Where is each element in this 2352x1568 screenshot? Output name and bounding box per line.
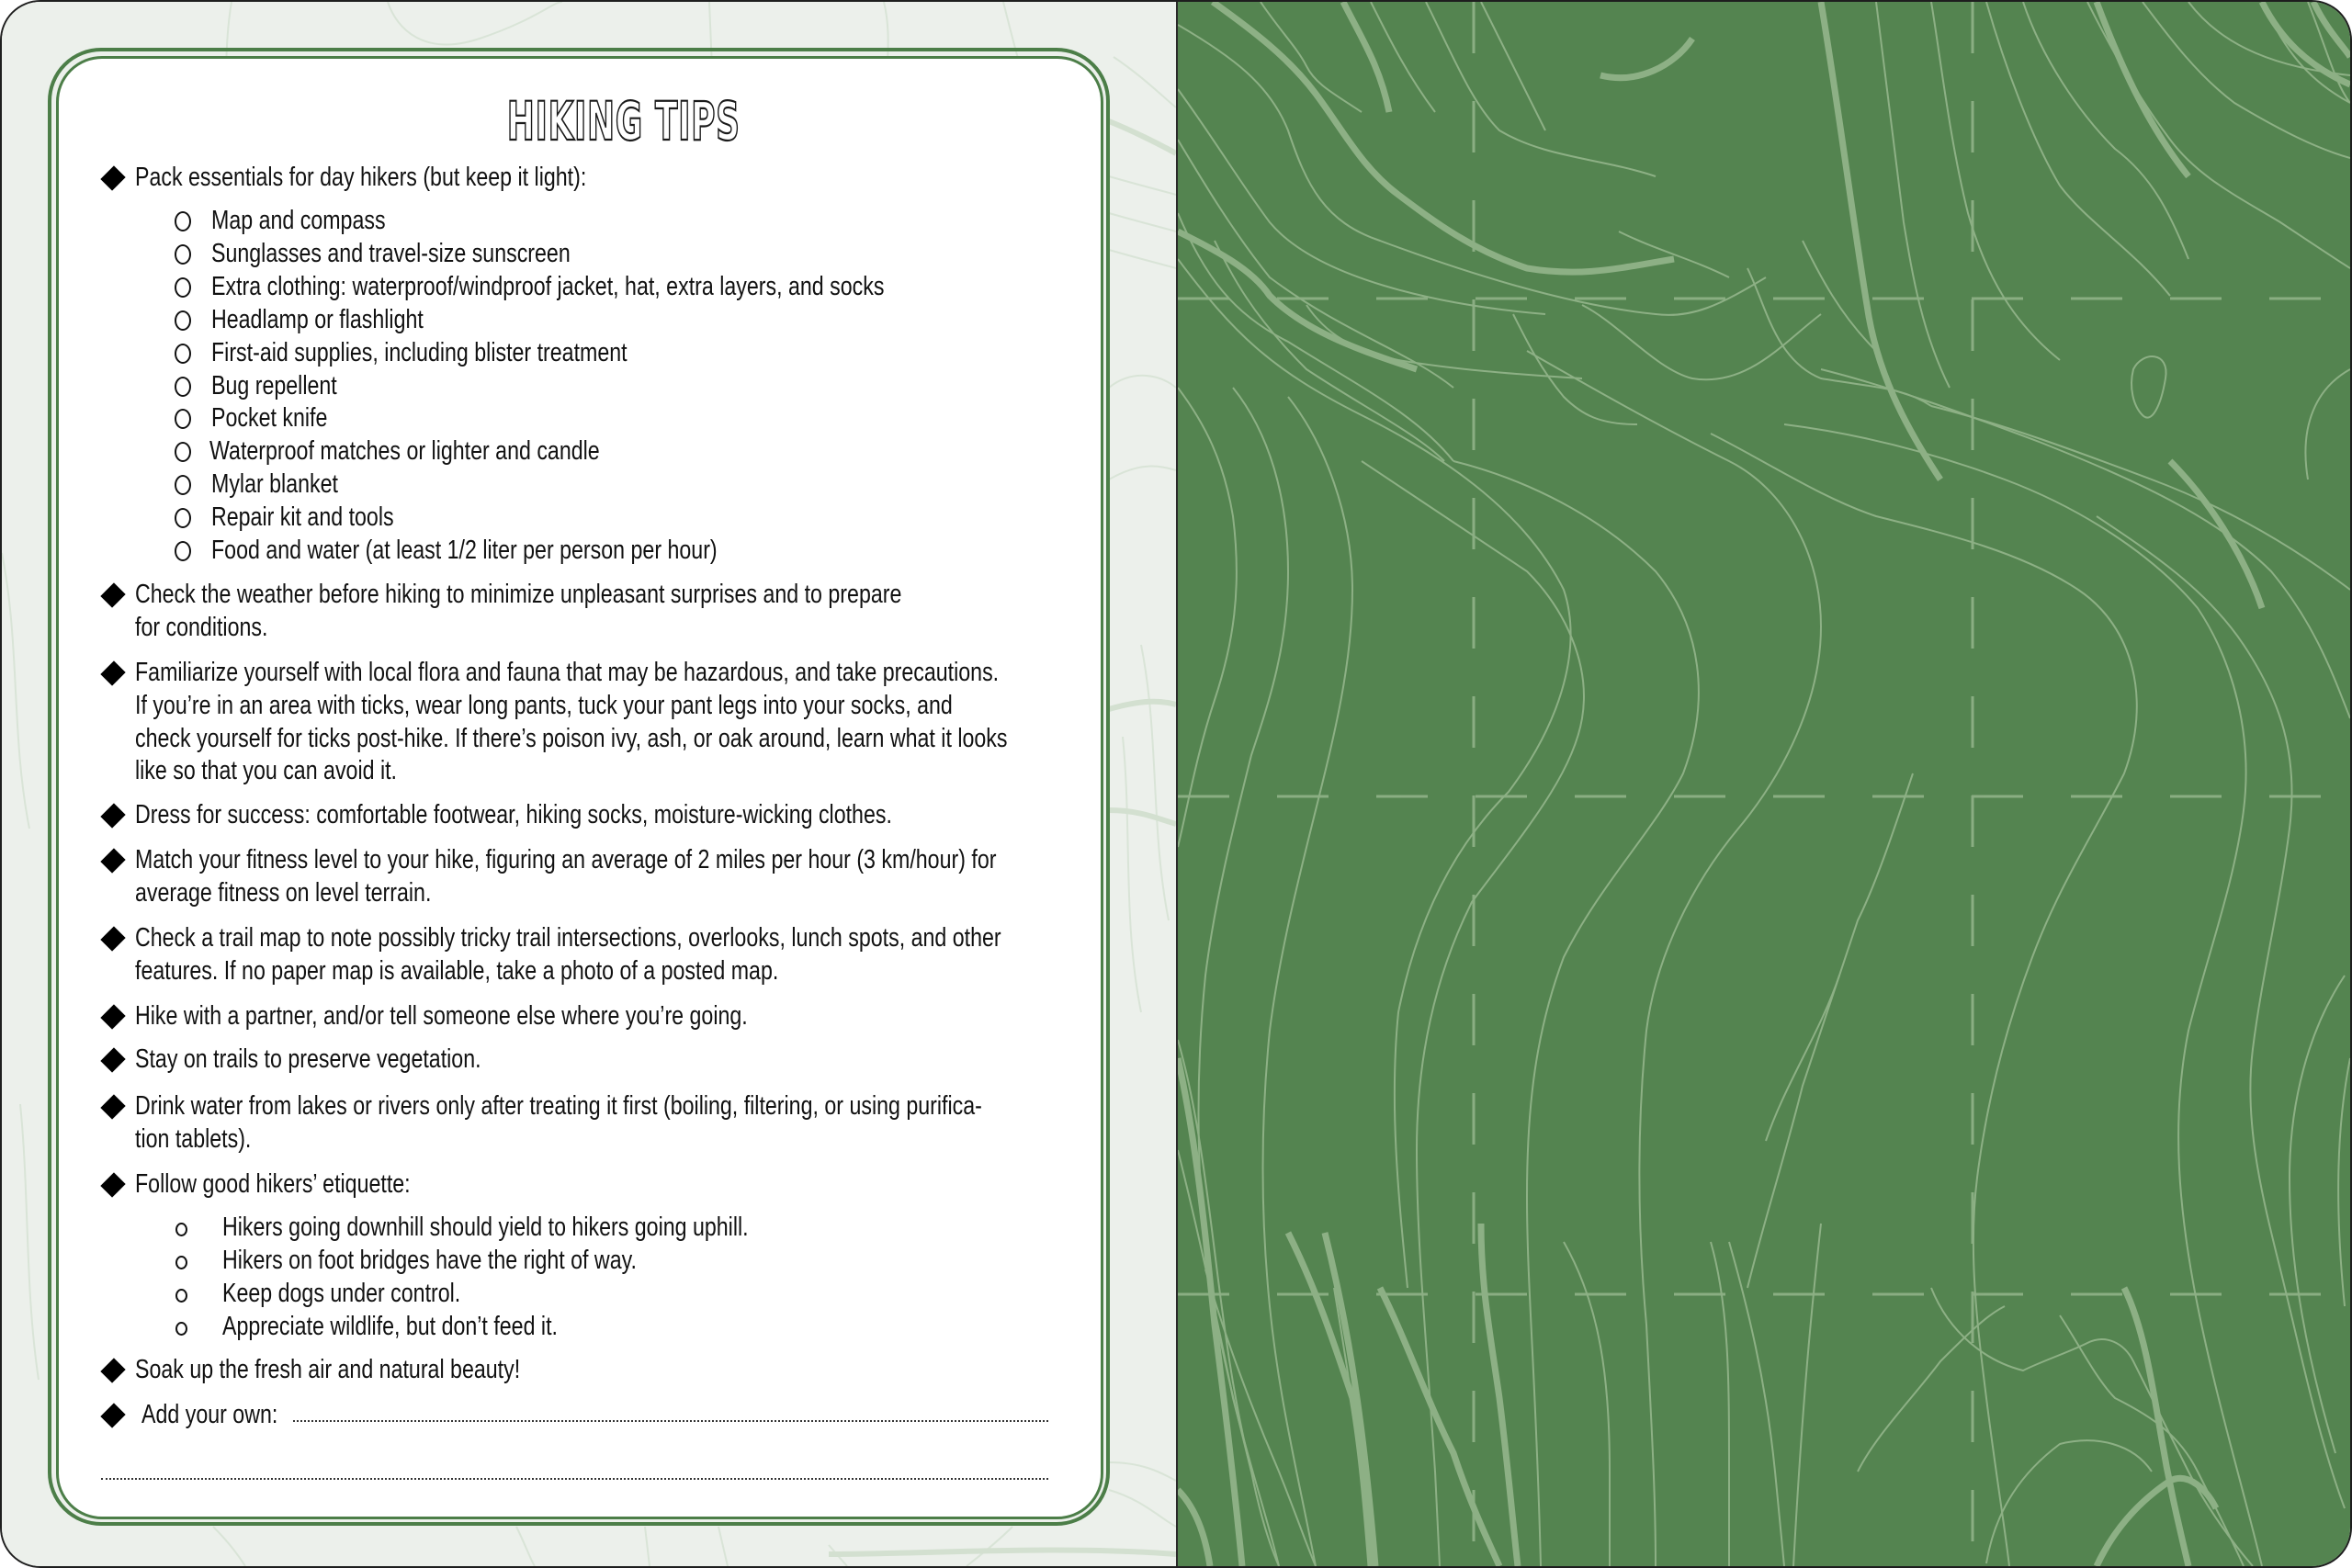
diamond-bullet-icon	[100, 1004, 125, 1029]
diamond-bullet-icon	[100, 926, 125, 951]
checkbox-circle-icon[interactable]	[175, 377, 191, 397]
tip-text: features. If no paper map is available, take a photo of a posted map.	[135, 956, 779, 986]
tip-text: Pack essentials for day hikers (but keep it light):	[135, 163, 587, 192]
tip-text: Check the weather before hiking to minimize unpleasant surprises and to prepare	[135, 580, 902, 609]
checklist-item: Pocket knife	[211, 403, 328, 433]
checkbox-circle-icon[interactable]	[175, 475, 191, 495]
left-page	[2, 2, 1176, 1566]
etiquette-item: Appreciate wildlife, but don’t feed it.	[222, 1312, 558, 1341]
etiquette-item: Hikers on foot bridges have the right of way.	[222, 1246, 637, 1275]
topographic-map-icon	[1178, 2, 2350, 1566]
checkbox-circle-icon[interactable]	[175, 508, 191, 528]
etiquette-item: Keep dogs under control.	[222, 1279, 461, 1308]
checkbox-circle-icon[interactable]	[175, 344, 191, 364]
page-title: HIKING TIPS	[507, 90, 741, 152]
checklist-item: Map and compass	[211, 206, 386, 235]
checklist-item: Repair kit and tools	[211, 502, 394, 532]
tip-text: check yourself for ticks post-hike. If there’s poison ivy, ash, or oak around, learn what it looks	[135, 724, 1008, 753]
tip-text: like so that you can avoid it.	[135, 756, 398, 785]
checklist-item: First-aid supplies, including blister treatment	[211, 338, 628, 367]
tip-text: Stay on trails to preserve vegetation.	[135, 1044, 481, 1074]
tip-text: for conditions.	[135, 613, 268, 642]
tip-text: average fitness on level terrain.	[135, 878, 432, 908]
checklist-item: Sunglasses and travel-size sunscreen	[211, 239, 571, 268]
checklist-item: Mylar blanket	[211, 469, 338, 499]
hollow-bullet-icon	[175, 1223, 187, 1236]
checklist-item: Food and water (at least 1/2 liter per person per hour)	[211, 536, 718, 565]
tip-text: Soak up the fresh air and natural beauty!	[135, 1355, 521, 1384]
add-your-own-label: Add your own:	[141, 1400, 278, 1429]
checkbox-circle-icon[interactable]	[175, 277, 191, 298]
tip-text: Dress for success: comfortable footwear, hiking socks, moisture-wicking clothes.	[135, 800, 892, 829]
checklist-item: Extra clothing: waterproof/windproof jacket, hat, extra layers, and socks	[211, 272, 885, 301]
tip-text: Drink water from lakes or rivers only after treating it first (boiling, filtering, or using purifica-	[135, 1091, 982, 1121]
add-your-own-line-1[interactable]	[293, 1420, 1048, 1422]
diamond-bullet-icon	[100, 1047, 125, 1072]
tip-text: Follow good hikers’ etiquette:	[135, 1169, 411, 1199]
checkbox-circle-icon[interactable]	[175, 442, 191, 462]
hollow-bullet-icon	[175, 1289, 187, 1303]
diamond-bullet-icon	[100, 803, 125, 828]
diamond-bullet-icon	[100, 1172, 125, 1197]
add-your-own-line-2[interactable]	[101, 1478, 1048, 1480]
hollow-bullet-icon	[175, 1322, 187, 1336]
diamond-bullet-icon	[100, 1094, 125, 1119]
hollow-bullet-icon	[175, 1256, 187, 1269]
diamond-bullet-icon	[100, 1358, 125, 1382]
diamond-bullet-icon	[100, 660, 125, 685]
diamond-bullet-icon	[100, 582, 125, 607]
tip-text: Familiarize yourself with local flora and fauna that may be hazardous, and take precautions.	[135, 658, 1000, 687]
diamond-bullet-icon	[100, 1403, 125, 1427]
tip-text: If you’re in an area with ticks, wear long pants, tuck your pant legs into your socks, and	[135, 691, 953, 720]
diamond-bullet-icon	[100, 165, 125, 190]
checkbox-circle-icon[interactable]	[175, 310, 191, 331]
checklist-item: Bug repellent	[211, 371, 337, 400]
checkbox-circle-icon[interactable]	[175, 211, 191, 231]
tip-text: tion tablets).	[135, 1124, 252, 1154]
tip-text: Check a trail map to note possibly tricky trail intersections, overlooks, lunch spots, and other	[135, 923, 1001, 953]
etiquette-item: Hikers going downhill should yield to hikers going uphill.	[222, 1213, 749, 1242]
checklist-item: Headlamp or flashlight	[211, 305, 424, 334]
checkbox-circle-icon[interactable]	[175, 244, 191, 265]
tips-content	[2, 2, 1176, 1566]
checklist-item: Waterproof matches or lighter and candle	[209, 436, 600, 466]
tip-text: Match your fitness level to your hike, figuring an average of 2 miles per hour (3 km/hour) for	[135, 845, 997, 874]
right-page-topo-map	[1178, 2, 2350, 1566]
checkbox-circle-icon[interactable]	[175, 541, 191, 561]
diamond-bullet-icon	[100, 848, 125, 873]
tip-text: Hike with a partner, and/or tell someone else where you’re going.	[135, 1001, 748, 1031]
checkbox-circle-icon[interactable]	[175, 409, 191, 429]
